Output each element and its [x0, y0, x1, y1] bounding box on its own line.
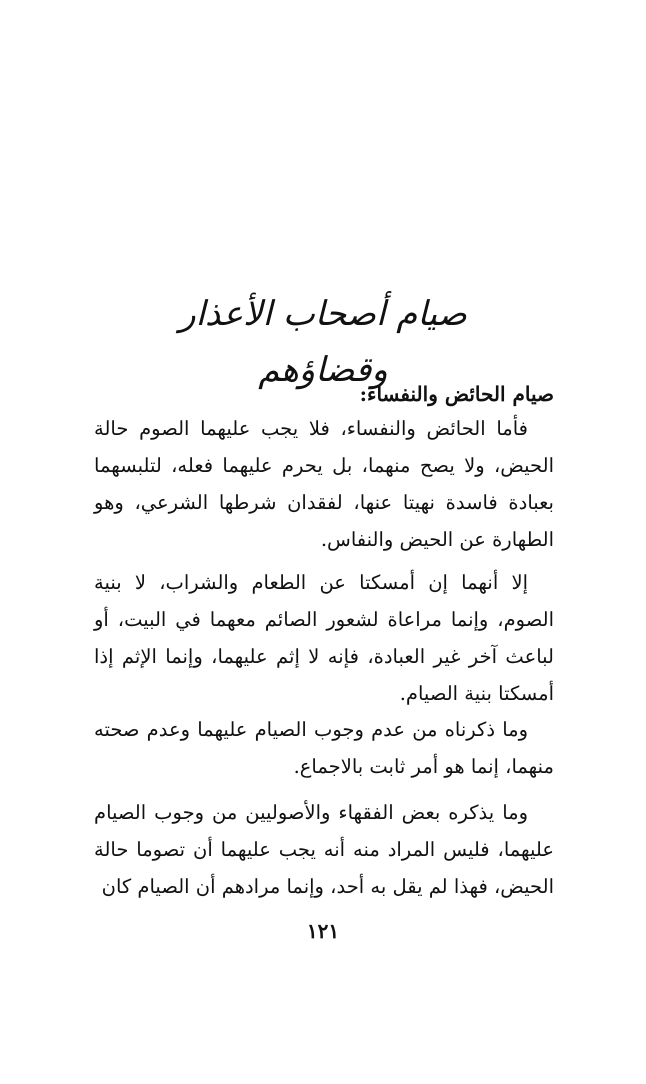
paragraph-4 [94, 794, 554, 905]
paragraph-text: فأما الحائض والنفساء، فلا يجب عليهما الصوم حالة الحيض، ولا يصح منهما، بل يحرم عليهما فعله، لتلبسهما بعبادة فاسدة نهيتا عنها، لفقدان شرطها الشرعي، وهو الطهارة عن الحيض والنفاس. [94, 417, 554, 551]
paragraph-text: وما ذكرناه من عدم وجوب الصيام عليهما وعدم صحته منهما، إنما هو أمر ثابت بالاجماع. [94, 718, 554, 778]
paragraph-text: إلا أنهما إن أمسكتا عن الطعام والشراب، لا بنية الصوم، وإنما مراعاة لشعور الصائم معهما في البيت، أو لباعث آخر غير العبادة، فإنه لا إثم عليهما، وإنما الإثم إذا أمسكتا بنية الصيام. [94, 571, 554, 705]
paragraph-2 [94, 564, 554, 712]
paragraph-1 [94, 410, 554, 558]
paragraph-3 [94, 711, 554, 785]
chapter-title: صيام أصحاب الأعذار وقضاؤهم [179, 294, 467, 390]
page-number: ١٢١ [306, 919, 340, 943]
section-heading: صيام الحائض والنفساء: [359, 382, 554, 406]
paragraph-text: وما يذكره بعض الفقهاء والأصوليين من وجوب الصيام عليهما، فليس المراد منه أنه يجب عليهما أن تصوما حالة الحيض، فهذا لم يقل به أحد، وإنما مرادهم أن الصيام كان [94, 801, 554, 898]
